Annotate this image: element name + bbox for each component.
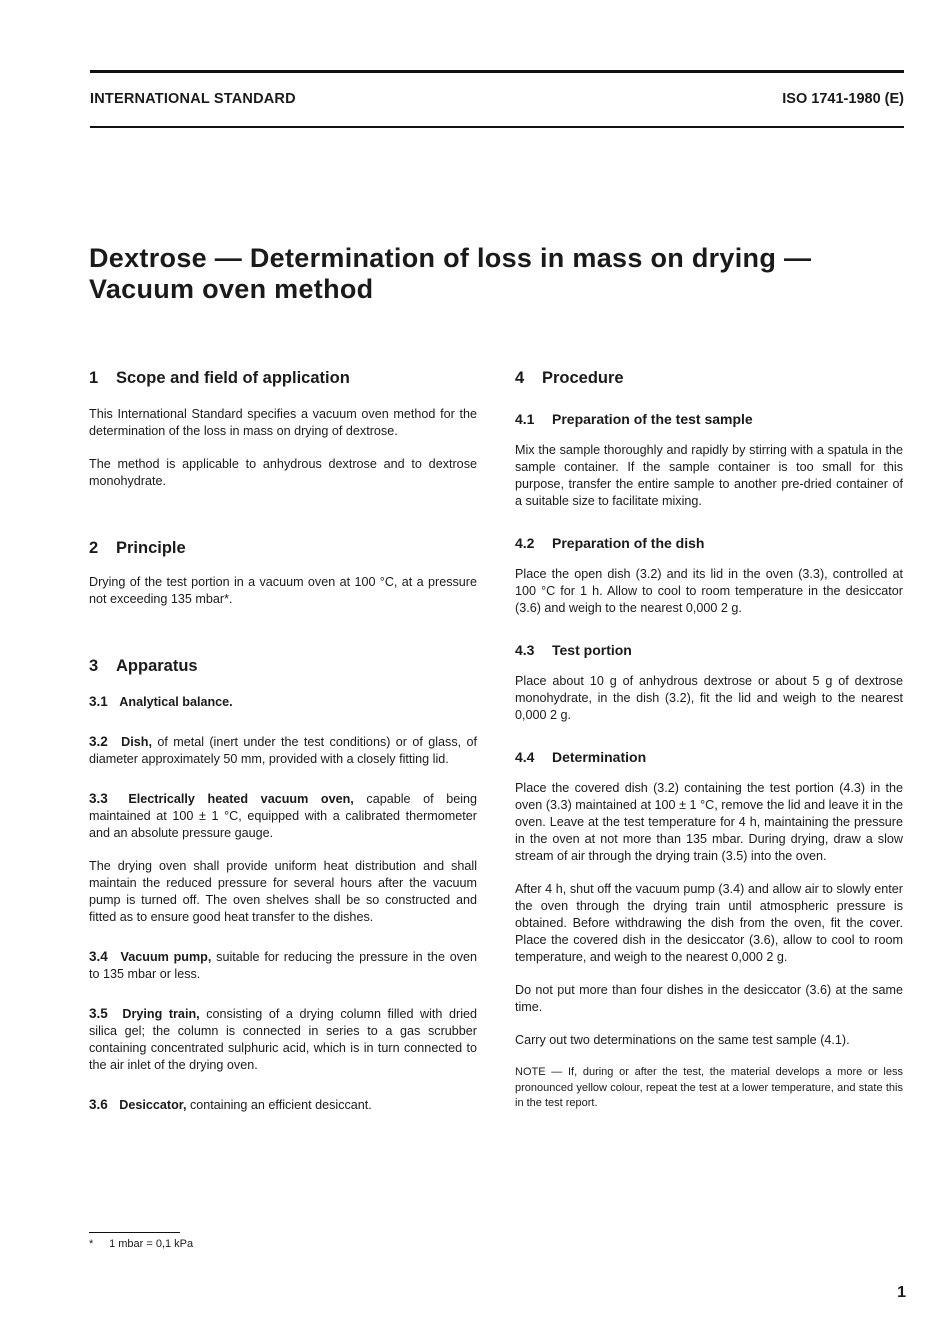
clause-4-1-paragraph: Mix the sample thoroughly and rapidly by stirring with a spatula in the sample container. If the sample container is too small for this purpose, transfer the entire sample to another pre-dried container of a suitable size to facilitate mixing. (515, 443, 903, 508)
footnote-text: 1 mbar = 0,1 kPa (109, 1238, 194, 1250)
clause-number: 3.4 (89, 949, 108, 964)
clause-4-4-paragraph-4: Carry out two determinations on the same test sample (4.1). (515, 1033, 850, 1047)
clause-term: Dish, (121, 735, 152, 749)
clause-4-4-paragraph-3: Do not put more than four dishes in the desiccator (3.6) at the same time. (515, 983, 903, 1014)
clause-text: suitable for reducing the pressure in the oven to 135 mbar or less. (89, 950, 478, 981)
clause-3-2 (89, 733, 477, 768)
title-line-1: Dextrose — Determination of loss in mass on drying — (89, 243, 812, 273)
clause-title: Preparation of the test sample (552, 411, 753, 427)
header-standard-type: INTERNATIONAL STANDARD (90, 91, 296, 107)
section-title: Procedure (542, 369, 624, 387)
clause-number: 4.3 (515, 642, 535, 658)
footnote (89, 1238, 193, 1250)
clause-title: Preparation of the dish (552, 535, 705, 551)
clause-4-2-heading (515, 534, 903, 552)
clause-3-3-paragraph-2: The drying oven shall provide uniform heat distribution and shall maintain the reduced pressure for several hours after the vacuum pump is turned off. The oven shelves shall be so constructed and fitted as to ensure good heat transfer to the dishes. (89, 859, 477, 924)
section-1-paragraph-1: This International Standard specifies a vacuum oven method for the determination of the loss in mass on drying of dextrose. (89, 407, 477, 438)
section-title: Scope and field of application (116, 369, 350, 387)
footnote-marker: * (89, 1238, 94, 1250)
section-number: 4 (515, 369, 525, 387)
clause-number: 3.5 (89, 1006, 108, 1021)
clause-3-6 (89, 1096, 477, 1114)
clause-3-5 (89, 1005, 477, 1074)
section-title: Principle (116, 539, 186, 557)
left-column (89, 368, 477, 1114)
section-number: 1 (89, 369, 99, 387)
clause-number: 4.1 (515, 411, 535, 427)
header-top-rule (90, 70, 904, 73)
clause-3-3 (89, 790, 477, 842)
clause-number: 3.3 (89, 791, 108, 806)
section-number: 3 (89, 657, 99, 675)
section-2-heading (89, 538, 477, 558)
clause-term: Analytical balance. (119, 695, 233, 709)
section-1-paragraph-2: The method is applicable to anhydrous dextrose and to dextrose monohydrate. (89, 457, 477, 488)
clause-title: Determination (552, 749, 647, 765)
clause-number: 3.6 (89, 1097, 108, 1112)
clause-term: Drying train, (122, 1007, 200, 1021)
clause-text: capable of being maintained at 100 ± 1 °C, equipped with a calibrated thermometer and an absolute pressure gauge. (89, 792, 478, 840)
clause-number: 3.1 (89, 694, 108, 709)
clause-4-3-paragraph: Place about 10 g of anhydrous dextrose or about 5 g of dextrose monohydrate, in the dish (3.2), fit the lid and weigh to the nearest 0,000 2 g. (515, 674, 903, 722)
clause-text: containing an efficient desiccant. (190, 1098, 372, 1112)
header-standard-number: ISO 1741-1980 (E) (782, 91, 904, 107)
page-number: 1 (897, 1284, 906, 1301)
title-line-2: Vacuum oven method (89, 274, 374, 304)
clause-3-1 (89, 693, 477, 711)
clause-text: of metal (inert under the test conditions) or of glass, of diameter approximately 50 mm, provided with a closely fitting lid. (89, 735, 478, 766)
document-title (89, 243, 889, 305)
header-bottom-rule (90, 126, 904, 128)
clause-4-4-heading (515, 748, 903, 766)
clause-number: 3.2 (89, 734, 108, 749)
section-3-heading (89, 656, 477, 676)
clause-number: 4.2 (515, 535, 535, 551)
clause-4-1-heading (515, 410, 903, 428)
clause-number: 4.4 (515, 749, 535, 765)
clause-3-4 (89, 948, 477, 983)
clause-4-3-heading (515, 641, 903, 659)
section-2-paragraph: Drying of the test portion in a vacuum oven at 100 °C, at a pressure not exceeding 135 mbar*. (89, 575, 477, 606)
right-column (515, 368, 903, 1112)
section-4-heading (515, 368, 903, 388)
clause-4-2-paragraph: Place the open dish (3.2) and its lid in the oven (3.3), controlled at 100 °C for 1 h. Allow to cool to room temperature in the desiccator (3.6) and weigh to the nearest 0,000 2 g. (515, 567, 903, 615)
clause-4-4-paragraph-1: Place the covered dish (3.2) containing the test portion (4.3) in the oven (3.3) maintained at 100 ± 1 °C, remove the lid and leave it in the oven. Leave at the test temperature for 4 h, maintaining the pressure in the oven at not more than 135 mbar. During drying, draw a slow stream of air through the drying train (3.5) into the oven. (515, 781, 903, 863)
section-number: 2 (89, 539, 99, 557)
clause-text: consisting of a drying column filled with dried silica gel; the column is connected in series to a gas scrubber containing concentrated sulphuric acid, which is in turn connected to the air inlet of the drying oven. (89, 1007, 478, 1072)
clause-term: Electrically heated vacuum oven, (128, 792, 354, 806)
footnote-rule (89, 1232, 180, 1233)
section-1-heading (89, 368, 477, 388)
clause-4-4-paragraph-2: After 4 h, shut off the vacuum pump (3.4) and allow air to slowly enter the oven through the drying train until atmospheric pressure is obtained. Before withdrawing the dish from the oven, fit the cover. Place the covered dish in the desiccator (3.6), allow to cool to room temperature, and weigh to the nearest 0,000 2 g. (515, 882, 903, 964)
clause-term: Desiccator, (119, 1098, 187, 1112)
clause-title: Test portion (552, 642, 632, 658)
note: NOTE — If, during or after the test, the material develops a more or less pronounced yellow colour, repeat the test at a lower temperature, and state this in the test report. (515, 1066, 903, 1109)
clause-term: Vacuum pump, (120, 950, 212, 964)
section-title: Apparatus (116, 657, 198, 675)
